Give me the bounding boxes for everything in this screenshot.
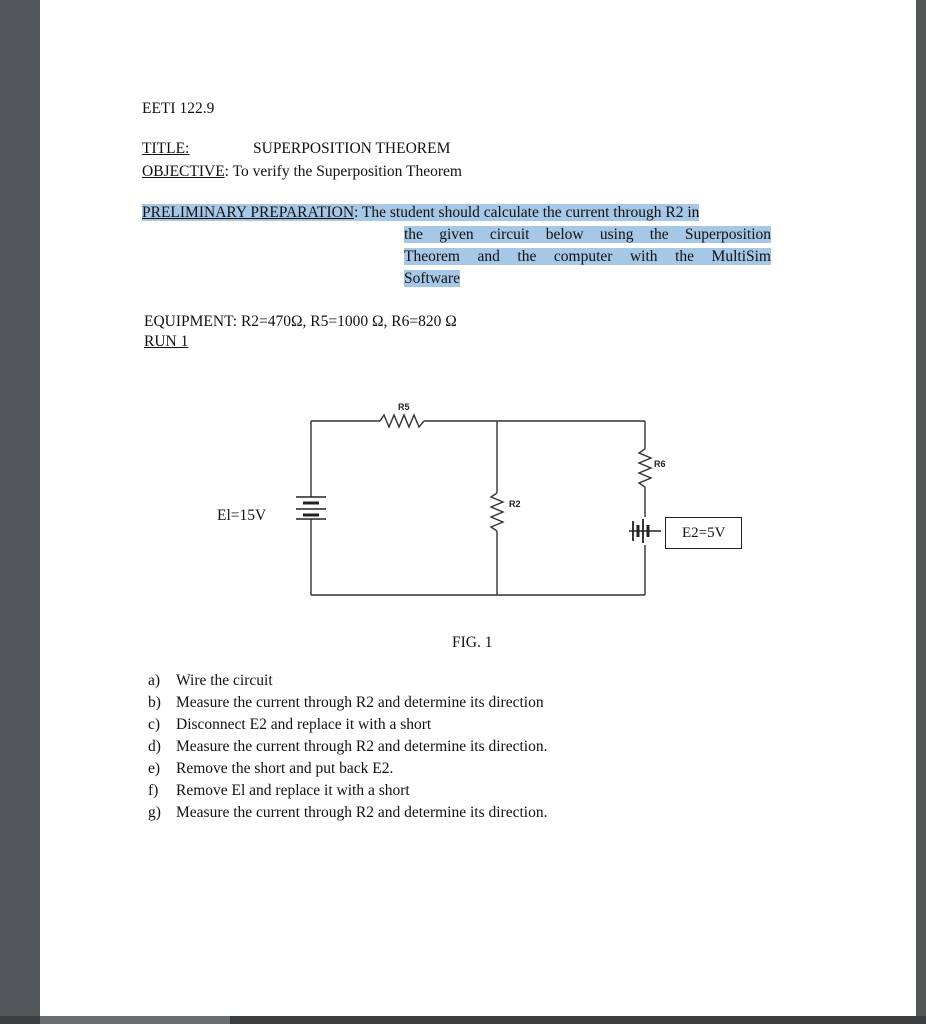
course-code: EETI 122.9 [142,100,215,117]
list-item-label: e) [148,760,161,777]
figure-caption: FIG. 1 [452,634,493,651]
list-item-label: a) [148,672,161,689]
list-item-text: Measure the current through R2 and determine its direction. [176,738,548,755]
list-item-text: Measure the current through R2 and determine its direction [176,694,544,711]
list-item-label: c) [148,716,161,733]
prep-line-1: : The student should calculate the current through R2 in [354,204,700,221]
procedure-list [148,670,547,824]
e1-battery-symbol [296,497,326,519]
list-item [148,714,547,736]
document-page [40,0,916,1016]
r5-label: R5 [398,402,410,412]
list-item-text: Disconnect E2 and replace it with a short [176,716,432,733]
prep-line-4: Software [404,270,460,287]
list-item-label: f) [148,782,159,799]
prep-label: PRELIMINARY PREPARATION [142,204,355,221]
title-value: SUPERPOSITION THEOREM [253,140,451,157]
r2-label: R2 [509,499,521,509]
list-item-label: g) [148,804,161,821]
e1-label: El=15V [217,507,267,524]
objective-text: : To verify the Superposition Theorem [224,163,462,180]
list-item-label: b) [148,694,161,711]
list-item-text: Wire the circuit [176,672,273,689]
list-item [148,802,547,824]
list-item [148,758,547,780]
list-item [148,670,547,692]
objective-label: OBJECTIVE [142,163,225,180]
list-item-text: Remove El and replace it with a short [176,782,410,799]
scrollbar-thumb[interactable] [40,1016,230,1024]
list-item-label: d) [148,738,161,755]
r5-resistor [380,415,424,427]
run-label: RUN 1 [144,333,189,350]
e2-battery-symbol [629,519,661,543]
r2-resistor [491,493,503,531]
list-item [148,692,547,714]
r6-resistor [639,449,651,487]
equipment-line: EQUIPMENT: R2=470Ω, R5=1000 Ω, R6=820 Ω [144,313,457,330]
horizontal-scrollbar[interactable] [0,1016,926,1024]
prep-line-3: Theorem and the computer with the MultiSim [404,248,771,265]
list-item-text: Remove the short and put back E2. [176,760,394,777]
prep-line-2: the given circuit below using the Superposition [404,226,771,243]
r6-label: R6 [654,459,666,469]
list-item [148,736,547,758]
list-item-text: Measure the current through R2 and determine its direction. [176,804,548,821]
title-label: TITLE: [142,140,190,157]
circuit-diagram [40,0,916,660]
e2-label: E2=5V [665,517,742,549]
list-item [148,780,547,802]
